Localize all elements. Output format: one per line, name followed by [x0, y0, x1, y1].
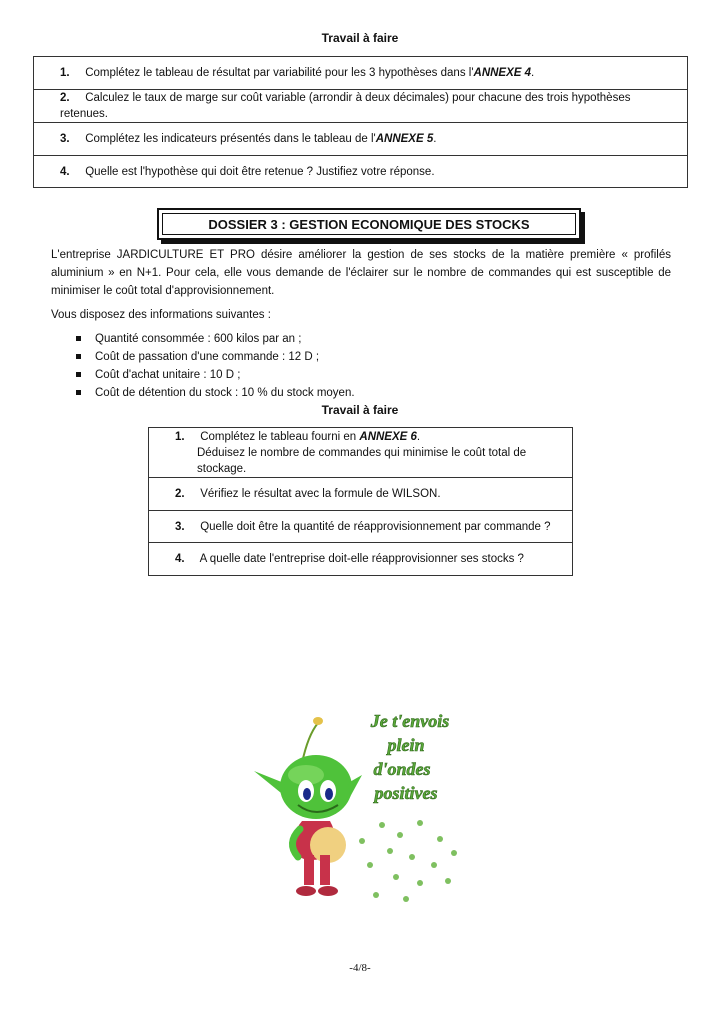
page-number: -4/8- — [349, 962, 371, 974]
mascot-caption-line: plein — [387, 735, 425, 755]
list-item: Coût de passation d'une commande : 12 D ; — [51, 348, 355, 366]
mascot-caption-line: d'ondes — [373, 759, 431, 779]
task-number: 4. — [175, 553, 185, 565]
info-list — [51, 330, 355, 402]
dossier-title: DOSSIER 3 : GESTION ECONOMIQUE DES STOCKS — [208, 216, 530, 232]
mascot-caption-line: positives — [374, 783, 438, 803]
task-row: 1. Complétez le tableau de résultat par variabilité pour les 3 hypothèses dans l'ANNEXE 4. — [34, 57, 688, 90]
task-row: 2. Vérifiez le résultat avec la formule de WILSON. — [149, 478, 573, 511]
list-item: Coût d'achat unitaire : 10 D ; — [51, 366, 355, 384]
mascot-caption-line: Je t'envois — [370, 711, 450, 731]
info-label: Vous disposez des informations suivantes : — [51, 309, 271, 321]
task-number: 1. — [60, 67, 70, 79]
task-number: 2. — [60, 92, 70, 104]
section2-heading: Travail à faire — [321, 403, 399, 417]
task-number: 3. — [60, 133, 70, 145]
task-number: 1. — [175, 430, 185, 443]
task-row: 3. Complétez les indicateurs présentés dans le tableau de l'ANNEXE 5. — [34, 123, 688, 156]
section2-task-table — [148, 427, 573, 576]
task-row: 3. Quelle doit être la quantité de réapprovisionnement par commande ? — [149, 511, 573, 543]
task-row: 1. Complétez le tableau fourni en ANNEXE 6. Déduisez le nombre de commandes qui minimise le coût total de stockage. — [149, 428, 573, 478]
list-item: Quantité consommée : 600 kilos par an ; — [51, 330, 355, 348]
section1-task-table — [33, 56, 688, 188]
alien-mascot-illustration — [250, 705, 480, 910]
task-number: 2. — [175, 488, 185, 500]
section1-heading: Travail à faire — [321, 31, 399, 45]
task-row: 4. Quelle est l'hypothèse qui doit être retenue ? Justifiez votre réponse. — [34, 156, 688, 188]
task-number: 3. — [175, 520, 185, 533]
task-number: 4. — [60, 165, 70, 178]
dossier-title-box — [157, 208, 581, 240]
task-row: 4. A quelle date l'entreprise doit-elle réapprovisionner ses stocks ? — [149, 543, 573, 576]
dossier-intro: L'entreprise JARDICULTURE ET PRO désire améliorer la gestion de ses stocks de la matière première « profilés aluminium » en N+1. Pour cela, elle vous demande de l'éclairer sur le nombre de commandes qui est susceptible de minimiser le coût total d'approvisionnement. — [51, 249, 671, 297]
task-row: 2. Calculez le taux de marge sur coût variable (arrondir à deux décimales) pour chacune des trois hypothèses retenues. — [34, 90, 688, 123]
list-item: Coût de détention du stock : 10 % du stock moyen. — [51, 384, 355, 402]
